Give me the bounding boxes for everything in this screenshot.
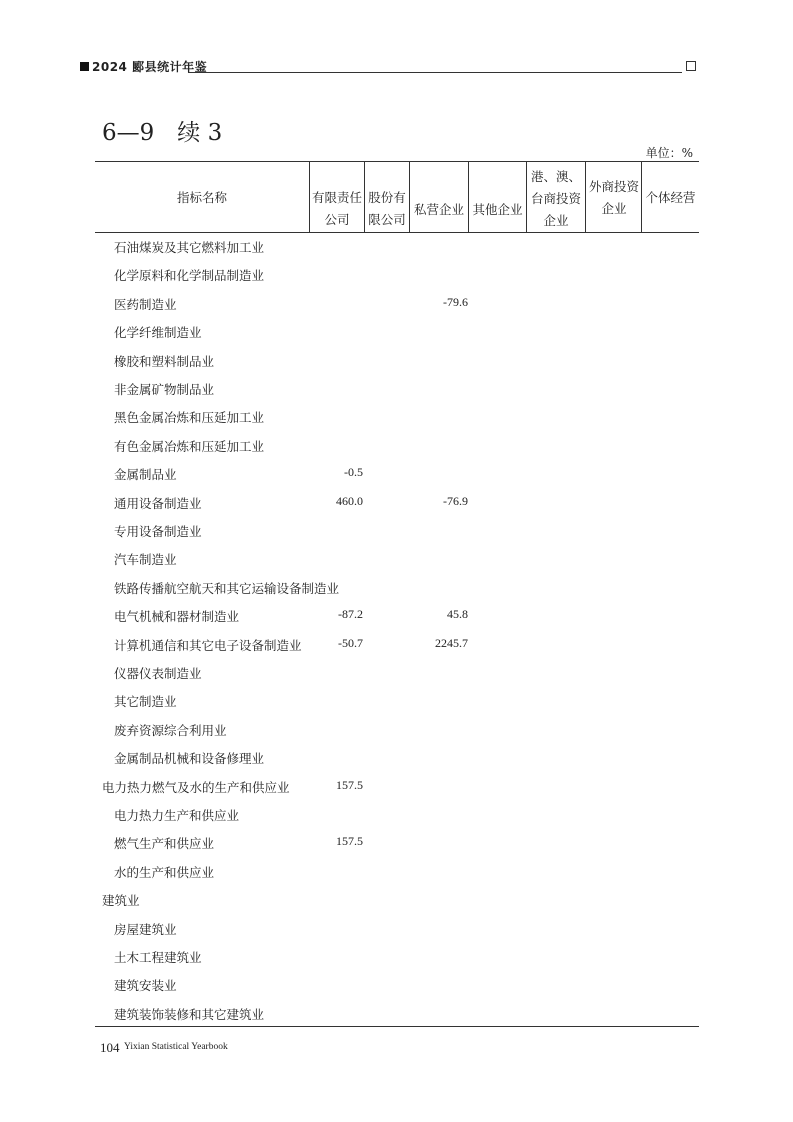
column-header-hk-macao-taiwan: 港、澳、台商投资企业: [530, 169, 581, 228]
row-indicator-name: 化学纤维制造业: [114, 325, 202, 341]
table-row: [0, 266, 793, 286]
cell-private: -79.6: [443, 294, 468, 309]
table-row: [0, 323, 793, 343]
table-row: [0, 976, 793, 996]
column-divider: [364, 161, 365, 232]
column-header-indicator: 指标名称: [176, 190, 227, 205]
row-indicator-name: 橡胶和塑料制品业: [114, 353, 215, 369]
table-row: [0, 352, 793, 372]
column-divider: [526, 161, 527, 232]
table-row: [0, 607, 793, 627]
column-divider: [409, 161, 410, 232]
table-header-rule: [95, 232, 699, 233]
table-title: 6—9 续 3: [102, 120, 223, 146]
table-row: [0, 295, 793, 315]
row-indicator-name: 金属制品机械和设备修理业: [114, 751, 265, 767]
row-indicator-name: 石油煤炭及其它燃料加工业: [114, 240, 265, 255]
column-divider: [468, 161, 469, 232]
column-header-individual: 个体经营: [645, 190, 696, 205]
unit-label: 单位：%: [645, 146, 693, 160]
row-indicator-name: 建筑业: [102, 893, 140, 909]
table-row: [0, 778, 793, 798]
cell-limited-liability: 157.5: [336, 777, 363, 792]
table-row: [0, 579, 793, 599]
cell-limited-liability: -50.7: [338, 635, 363, 650]
table-row: [0, 636, 793, 656]
table-row: [0, 721, 793, 741]
cell-private: 45.8: [447, 607, 468, 622]
row-indicator-name: 非金属矿物制品业: [114, 382, 215, 397]
table-row: [0, 863, 793, 883]
row-indicator-name: 其它制造业: [114, 694, 177, 710]
row-indicator-name: 仪器仪表制造业: [114, 666, 202, 681]
cell-limited-liability: -0.5: [344, 465, 363, 480]
footer-book-title: Yixian Statistical Yearbook: [124, 1042, 228, 1052]
table-row: [0, 891, 793, 911]
table-row: [0, 948, 793, 968]
table-row: [0, 437, 793, 457]
row-indicator-name: 化学原料和化学制品制造业: [114, 268, 265, 284]
table-row: [0, 238, 793, 258]
page-number: 104: [100, 1040, 120, 1055]
row-indicator-name: 房屋建筑业: [114, 921, 177, 937]
column-header-joint-stock: 股份有限公司: [368, 190, 406, 227]
row-indicator-name: 医药制造业: [114, 296, 177, 312]
cell-private: -76.9: [443, 493, 468, 508]
cell-limited-liability: -87.2: [338, 607, 363, 622]
row-indicator-name: 黑色金属冶炼和压延加工业: [114, 410, 265, 426]
row-indicator-name: 废弃资源综合利用业: [114, 722, 227, 738]
column-header-private: 私营企业: [413, 202, 464, 217]
row-indicator-name: 计算机通信和其它电子设备制造业: [114, 637, 302, 653]
row-indicator-name: 燃气生产和供应业: [114, 836, 215, 852]
row-indicator-name: 通用设备制造业: [114, 495, 202, 511]
table-row: [0, 692, 793, 712]
table-row: [0, 664, 793, 684]
table-bottom-rule: [95, 1026, 699, 1027]
header-box-icon: [686, 61, 696, 71]
row-indicator-name: 电气机械和器材制造业: [114, 609, 240, 625]
row-indicator-name: 汽车制造业: [114, 552, 177, 568]
table-row: [0, 494, 793, 514]
table-row: [0, 550, 793, 570]
table-row: [0, 1005, 793, 1025]
table-row: [0, 749, 793, 769]
table-row: [0, 834, 793, 854]
column-header-other: 其他企业: [472, 202, 523, 217]
column-divider: [309, 161, 310, 232]
row-indicator-name: 电力热力燃气及水的生产和供应业: [102, 779, 290, 795]
row-indicator-name: 电力热力生产和供应业: [114, 808, 240, 823]
cell-limited-liability: 460.0: [336, 493, 363, 508]
row-indicator-name: 土木工程建筑业: [114, 950, 202, 965]
cell-private: 2245.7: [435, 635, 468, 650]
table-row: [0, 380, 793, 400]
table-row: [0, 522, 793, 542]
header-rule: [188, 72, 682, 73]
row-indicator-name: 建筑装饰装修和其它建筑业: [114, 1006, 265, 1022]
table-row: [0, 408, 793, 428]
cell-limited-liability: 157.5: [336, 834, 363, 849]
row-indicator-name: 建筑安装业: [114, 978, 177, 994]
row-indicator-name: 有色金属冶炼和压延加工业: [114, 438, 265, 454]
column-header-foreign: 外商投资企业: [588, 179, 639, 216]
table-row: [0, 806, 793, 826]
yearbook-title: 2024 郾县统计年鉴: [92, 60, 208, 74]
row-indicator-name: 金属制品业: [114, 467, 177, 483]
row-indicator-name: 专用设备制造业: [114, 524, 202, 539]
header-square-icon: [80, 62, 89, 71]
table-row: [0, 465, 793, 485]
row-indicator-name: 铁路传播航空航天和其它运输设备制造业: [114, 580, 340, 596]
running-header: [80, 60, 696, 74]
row-indicator-name: 水的生产和供应业: [114, 864, 215, 880]
column-header-limited-liability: 有限责任公司: [311, 190, 362, 227]
table-top-rule: [95, 161, 699, 162]
table-row: [0, 920, 793, 940]
column-divider: [585, 161, 586, 232]
